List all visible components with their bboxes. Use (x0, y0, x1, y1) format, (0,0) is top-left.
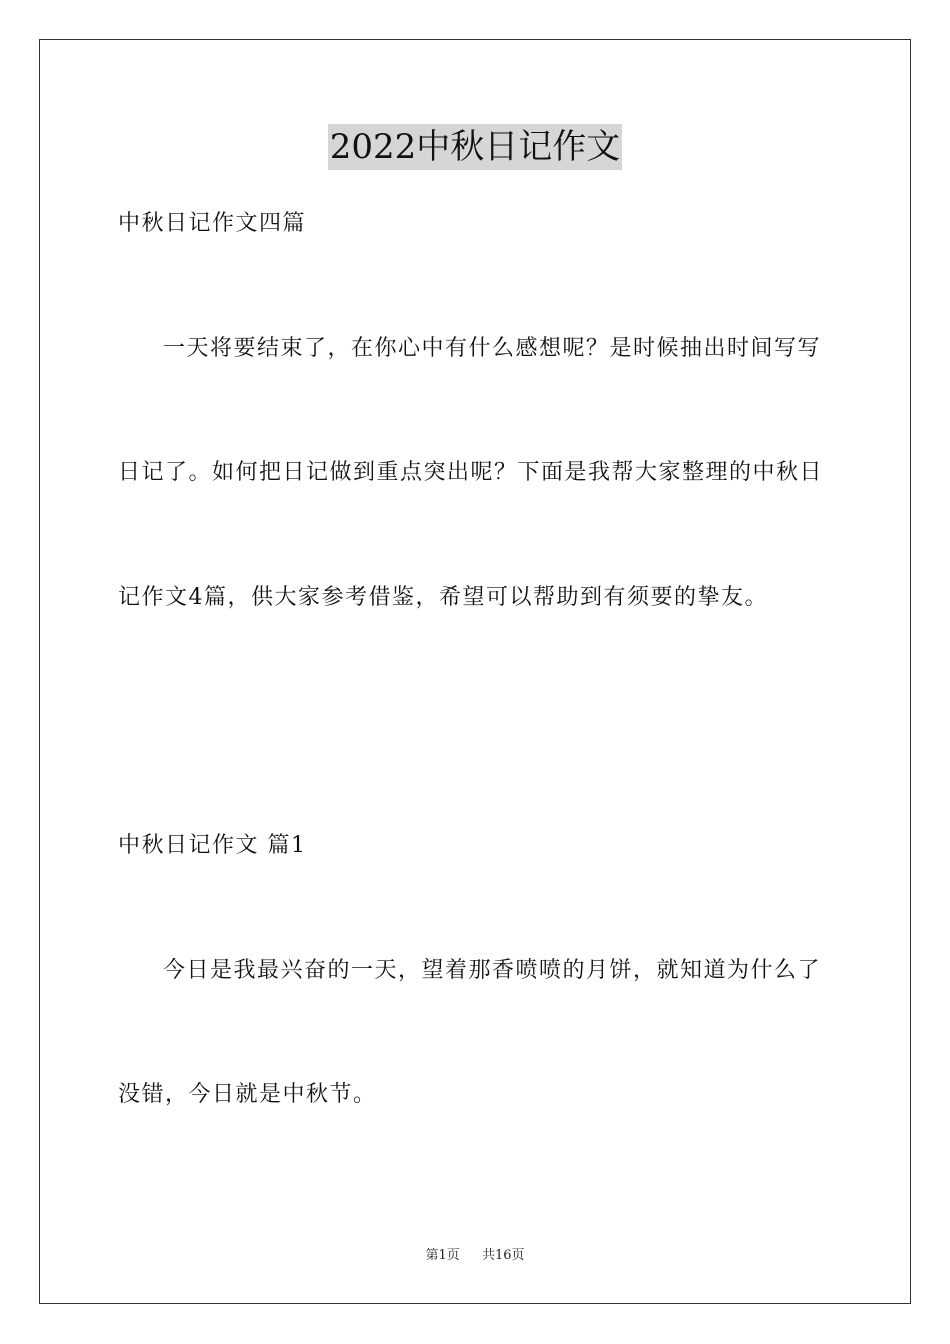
body-line-2: 没错，今日就是中秋节。 (118, 1082, 377, 1107)
body-line-1: 今日是我最兴奋的一天，望着那香喷喷的月饼，就知道为什么了 (163, 958, 822, 983)
document-title: 2022中秋日记作文 (328, 124, 623, 170)
title-container (0, 124, 950, 170)
page-number: 第1页 (425, 1248, 460, 1263)
document-subtitle: 中秋日记作文四篇 (118, 211, 307, 236)
page-footer (0, 1247, 950, 1265)
page-total: 共16页 (481, 1248, 525, 1263)
intro-line-1: 一天将要结束了，在你心中有什么感想呢？是时候抽出时间写写 (163, 336, 822, 361)
intro-line-3: 记作文4篇，供大家参考借鉴，希望可以帮助到有须要的挚友。 (118, 585, 768, 610)
intro-line-2: 日记了。如何把日记做到重点突出呢？下面是我帮大家整理的中秋日 (118, 460, 824, 485)
section-heading: 中秋日记作文 篇1 (118, 833, 307, 858)
